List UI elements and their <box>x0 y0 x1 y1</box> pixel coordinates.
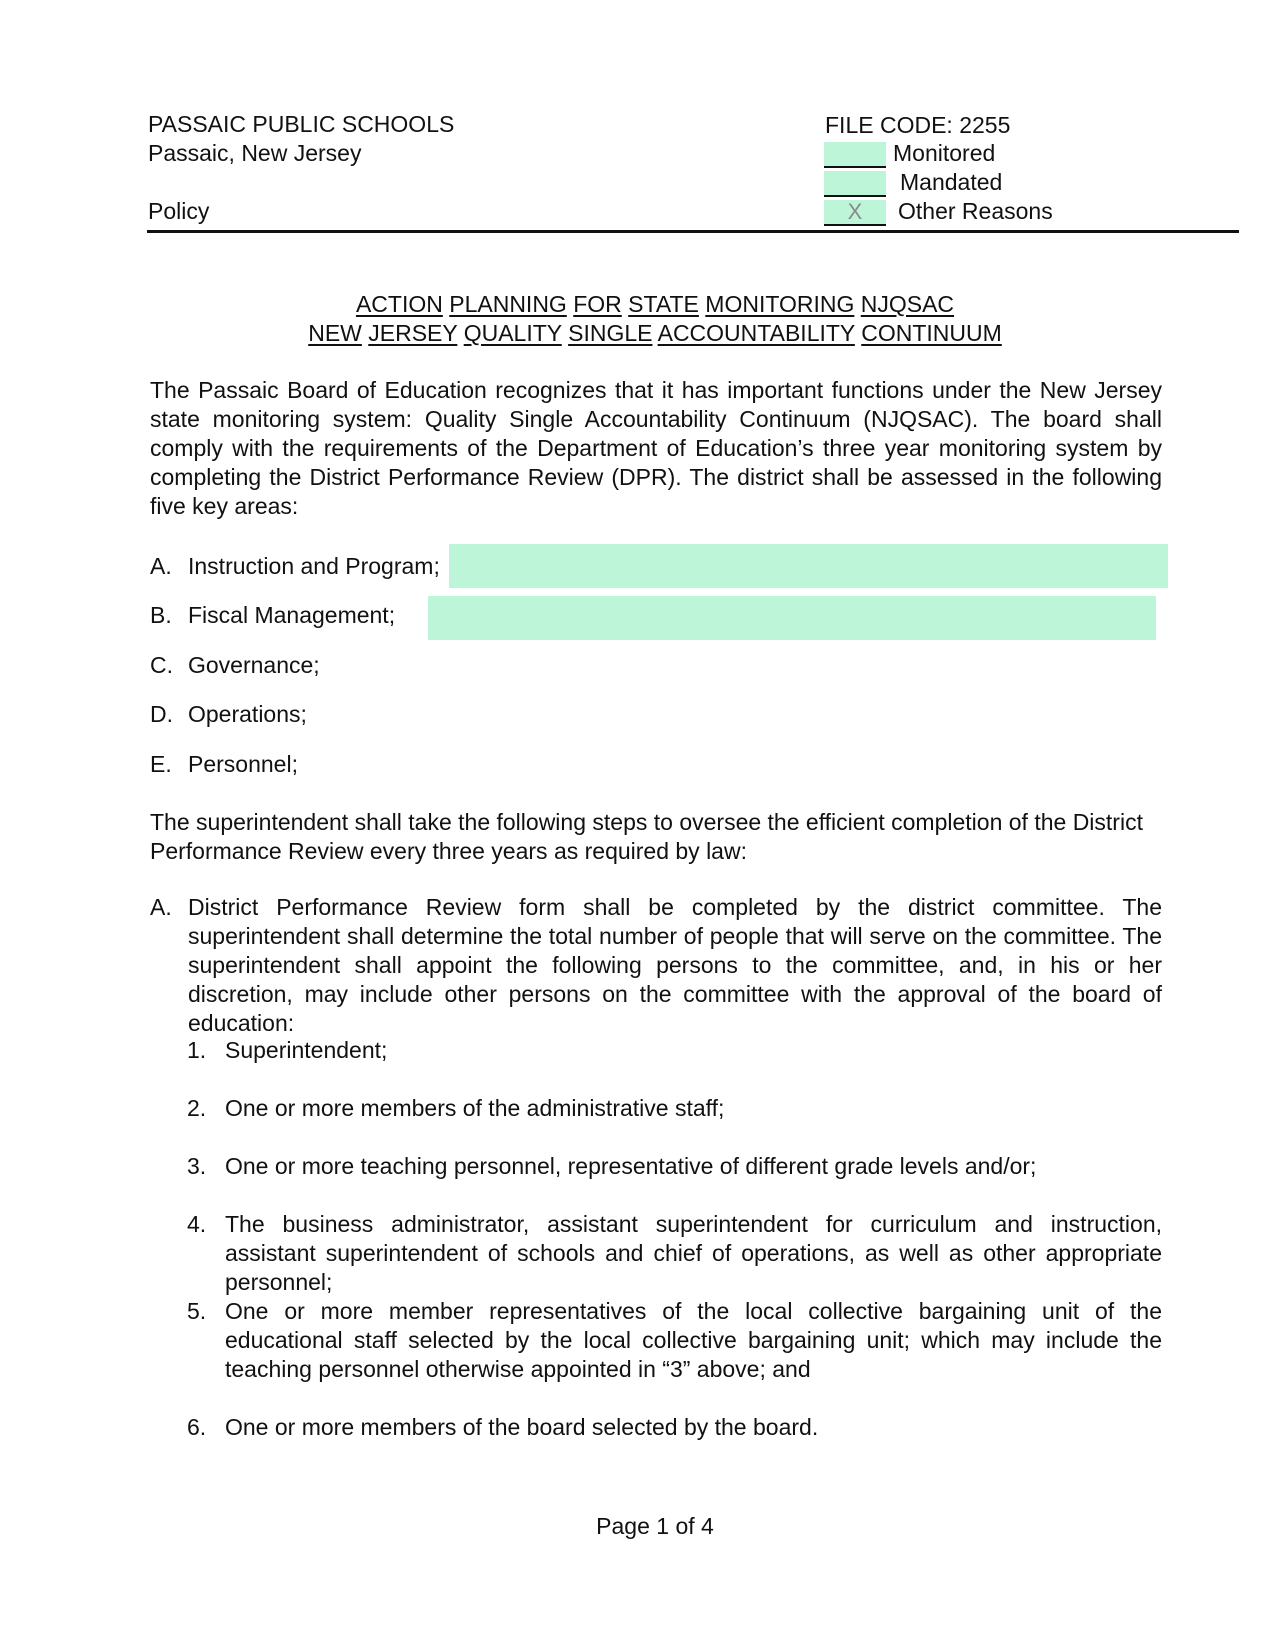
committee-member-item: 2. One or more members of the administrative staff; <box>187 1095 725 1121</box>
mandated-checkbox[interactable] <box>824 171 886 197</box>
mandated-label: Mandated <box>900 169 1003 195</box>
committee-member-item: 5. One or more member representatives of the local collective bargaining unit of the educational staff selected by the local collective bargaining unit; which may include the teaching personnel otherwise appointed in “3” above; and <box>187 1298 1162 1382</box>
intro-paragraph: The Passaic Board of Education recognizes that it has important functions under the New Jersey state monitoring system: Quality Single Accountability Continuum (NJQSAC). The board shall comply with the requirements of the Department of Education’s three year monitoring system by completing the District Performance Review (DPR). The district shall be assessed in the following five key areas: <box>150 377 1162 519</box>
header-divider <box>147 230 1239 233</box>
other-reasons-label: Other Reasons <box>898 198 1053 224</box>
committee-member-item: 3. One or more teaching personnel, representative of different grade levels and/or; <box>187 1153 1037 1179</box>
page-number: Page 1 of 4 <box>596 1513 714 1539</box>
doc-type-label: Policy <box>148 198 210 224</box>
committee-member-item: 4. The business administrator, assistant superintendent for curriculum and instruction, assistant superintendent of schools and chief of operations, as well as other appropriate personnel; <box>187 1211 1162 1295</box>
key-area-item: C. Governance; <box>150 652 320 678</box>
step-a-item: A. District Performance Review form shall be completed by the district committee. The superintendent shall determine the total number of people that will serve on the committee. The superintendent shall appoint the following persons to the committee, and, in his or her discretion, may include other persons on the committee with the approval of the board of education: <box>150 894 1162 1036</box>
org-name: PASSAIC PUBLIC SCHOOLS <box>148 111 455 137</box>
key-area-item: B. Fiscal Management; <box>150 602 396 628</box>
policy-title-line-1: ACTION PLANNING FOR STATE MONITORING NJQSAC <box>355 291 955 317</box>
file-code-label: FILE CODE: 2255 <box>825 112 1011 138</box>
policy-title-line-2: NEW JERSEY QUALITY SINGLE ACCOUNTABILITY CONTINUUM <box>308 320 1002 346</box>
key-area-item: D. Operations; <box>150 701 307 727</box>
monitored-checkbox[interactable] <box>824 142 886 168</box>
other-reasons-checkbox[interactable]: X <box>824 200 886 226</box>
highlight-bar <box>449 544 1168 588</box>
key-area-item: E. Personnel; <box>150 751 298 777</box>
monitored-label: Monitored <box>893 140 996 166</box>
committee-member-item: 1. Superintendent; <box>187 1037 388 1063</box>
steps-intro-paragraph: The superintendent shall take the following steps to oversee the efficient completion of the District Performance Review every three years as required by law: <box>150 809 1143 864</box>
org-location: Passaic, New Jersey <box>148 140 362 166</box>
highlight-bar <box>428 596 1156 640</box>
key-area-item: A. Instruction and Program; <box>150 553 440 579</box>
committee-member-item: 6. One or more members of the board selected by the board. <box>187 1414 819 1440</box>
